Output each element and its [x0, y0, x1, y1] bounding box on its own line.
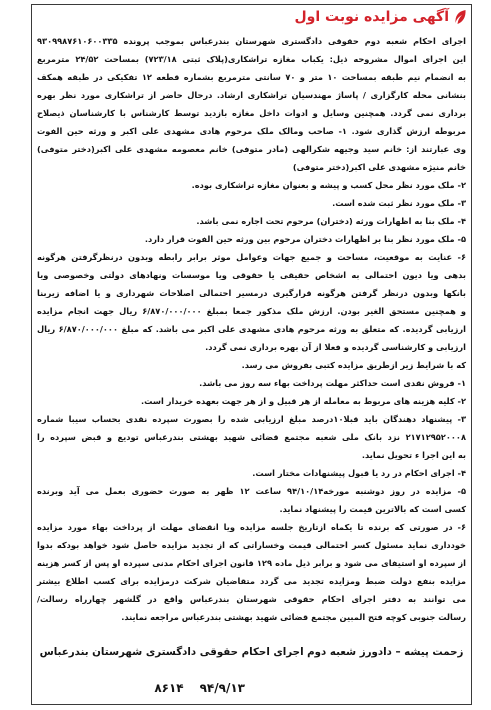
- notice-line: ۲- ملک مورد نظر محل کسب و پیشه و بعنوان مغازه تراشکاری بوده.: [191, 180, 466, 190]
- notice-line: خودداری نماید مسئول کسر احتمالی قیمت وخساراتی که از تجدید مزایده حاصل شود خواهد بودکه بدوا: [37, 540, 466, 550]
- notice-line: ۶- در صورتی که برنده تا یکماه ازتاریخ جلسه مزایده ویا انقضای مهلت از پرداخت بهاء مورد مزایده: [37, 522, 466, 532]
- notice-code: ۸۶۱۴: [154, 681, 184, 695]
- notice-line: بانکها وبدون درنظر گرفتن هرگونه قرارگیری درمسیر احتمالی اصلاحات شهرداری و یا اضافه زیربنا: [37, 288, 466, 298]
- notice-line: ۲۱۷۱۲۹۵۲۰۰۰۸ نزد بانک ملی شعبه مجتمع قضائی شهید بهشتی بندرعباس تودیع و قبض سپرده را: [37, 432, 466, 442]
- notice-line: وی عبارتند از: خانم سید وجیهه شکرالهی (مادر متوفی) خانم معصومه مشهدی علی اکبر(دختر متوفی): [37, 144, 466, 154]
- publish-date: ۹۴/۹/۱۳: [199, 681, 245, 695]
- notice-line: ۲- کلیه هزینه های مربوط به معامله از هر قبیل و از هر جهت بعهده خریدار است.: [141, 396, 466, 406]
- leaf-icon: [454, 9, 467, 25]
- notice-line: می توانند به دفتر اجرای احکام حقوقی شهرستان بندرعباس واقع در گلشهر چهارراه رسالت/: [37, 594, 466, 604]
- notice-line: ۶- عنایت به موقعیت، مساحت و جمیع جهات وعوامل موثر برابر رابطه وبدون درنظرگرفتن هرگونه: [37, 252, 466, 262]
- notice-line: مزایده بنفع دولت ضبط ومزایده تجدید می گردد متقاضیان شرکت درمزایده برای کسب اطلاع بیشتر: [37, 576, 466, 586]
- notice-title: آگهی مزایده نوبت اول: [294, 9, 449, 25]
- notice-line: کسی است که بالاترین قیمت را پیشنهاد نماید.: [279, 504, 466, 514]
- notice-line: ۱- فروش نقدی است حداکثر مهلت پرداخت بهاء سه روز می باشد.: [199, 378, 466, 388]
- notice-line: ۴- ملک بنا به اظهارات ورثه (دختران) مرحوم تحت اجاره نمی باشد.: [196, 216, 466, 226]
- notice-line: ارزیابی و کارشناسی گردیده و فعلا از آن بهره برداری نمی گردد.: [205, 342, 466, 352]
- notice-line: رسالت جنوبی کوچه فتح المبین مجتمع قضائی شهید بهشتی بندرعباس مراجعه نمایند.: [121, 612, 466, 622]
- notice-line: که با شرایط زیر ازطریق مزایده کتبی بفروش می رسد.: [241, 360, 466, 370]
- notice-footer-meta: [154, 679, 245, 697]
- notice-line: اجرای احکام شعبه دوم حقوقی دادگستری شهرستان بندرعباس بموجب پرونده ۹۳۰۹۹۸۷۶۱۰۶۰۰۳۳۵: [37, 36, 466, 46]
- notice-line: ۵- ملک مورد نظر بنا بر اظهارات دختران مرحوم بین ورثه حین الفوت قرار دارد.: [144, 234, 466, 244]
- notice-line: بدهی ویا دیون احتمالی به اشخاص حقیقی یا حقوقی ویا موسسات ونهادهای دولتی وخصوصی ویا: [37, 270, 466, 280]
- notice-line: و همچنین مستحق الغیر بودن. ارزش ملک مذکور جمعا بمبلغ ۶/۸۷۰/۰۰۰/۰۰۰ ریال جهت انجام مزایده: [37, 306, 466, 316]
- notice-line: بنشانی محله کارگزاری / پاساژ مهندسیان تراشکاری ارشاد. درحال حاضر از تراشکاری مورد نظر بهره: [37, 90, 466, 100]
- notice-line: مربوطه ارزش گذاری شود. ۱- صاحب ومالک ملک مرحوم هادی مشهدی علی اکبر و ورثه حین الفوت: [37, 126, 466, 136]
- notice-line: ۳- ملک مورد نظر ثبت شده است.: [332, 198, 466, 208]
- notice-line: ۳- پیشنهاد دهندگان باید قبلا۱۰درصد مبلغ ارزیابی شده را بصورت سپرده نقدی بحساب سیبا شماره: [37, 414, 466, 424]
- notice-line: ۵- مزایده در روز دوشنبه مورخه۹۴/۱۰/۱۴ ساعت ۱۲ ظهر به صورت حضوری بعمل می آید وبرنده: [37, 486, 466, 496]
- notice-line: به این اجرا ء تحویل نماید.: [361, 450, 466, 460]
- notice-line: خانم منیژه مشهدی علی اکبر(دختر متوفی): [292, 162, 466, 172]
- notice-line: ۴- اجرای احکام در رد یا قبول پیشنهادات مختار است.: [252, 468, 466, 478]
- signature: زحمت پیشه – دادورز شعبه دوم اجرای احکام حقوقی دادگستری شهرستان بندرعباس: [39, 646, 464, 658]
- notice-line: ارزیابی گردیده. که متعلق به ورثه مرحوم هادی مشهدی علی اکبر می باشد. که مبلغ ۶/۸۷۰/۰۰۰/۰۰۰ ریال: [37, 324, 466, 334]
- notice-body: [37, 32, 466, 626]
- notice-line: این اجرای اموال مشروحه ذیل: یکباب مغازه تراشکاری(پلاک ثبتی ۷۲۳/۱۸) بمساحت ۲۴/۵۲ مترمربع: [37, 54, 466, 64]
- notice-line: از سپرده او استیفای می شود و برابر ذیل ماده ۱۲۹ قانون اجرای احکام مدنی سپرده او پس از کسر هزینه: [37, 558, 466, 568]
- notice-header: [292, 7, 469, 27]
- notice-line: به انضمام نیم طبقه بمساحت ۱۰ متر و ۷۰ سانتی مترمربع بشماره قطعه ۱۲ تفکیکی در طبقه همکف: [37, 72, 466, 82]
- notice-line: برداری نمی گردد. همچنین وسایل و ادوات داخل مغازه بازدید توسط کارشناس با کارشناسان ذیصلاح: [37, 108, 466, 118]
